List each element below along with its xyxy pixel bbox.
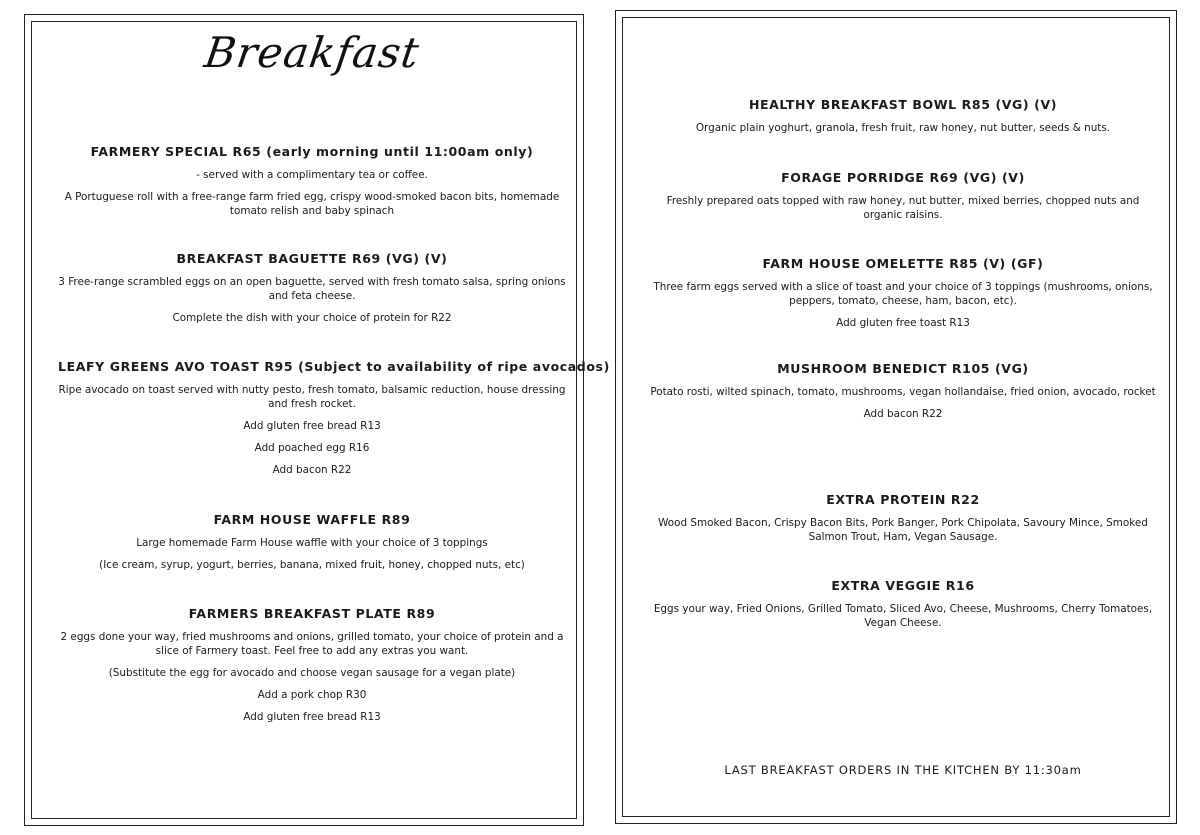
menu-item-description: A Portuguese roll with a free-range farm fried egg, crispy wood-smoked bacon bits, homemade tomato relish and baby spinach [64,191,560,217]
menu-item-addon: Add a pork chop R30 [257,689,367,701]
menu-section-mushroom-benedict [648,361,1158,429]
menu-item-description: Potato rosti, wilted spinach, tomato, mushrooms, vegan hollandaise, fried onion, avocado, rocket [650,386,1156,398]
menu-section-healthy-breakfast-bowl [648,97,1158,143]
menu-item-note: - served with a complimentary tea or coffee. [196,169,428,181]
menu-section-extra-veggie [648,578,1158,638]
menu-section-farm-house-waffle [58,512,566,580]
menu-item-description: Three farm eggs served with a slice of toast and your choice of 3 toppings (mushrooms, onions, peppers, tomato, cheese, ham, bacon, etc). [653,281,1153,307]
menu-item-heading: FARM HOUSE WAFFLE R89 [213,512,411,527]
menu-item-note: (Ice cream, syrup, yogurt, berries, banana, mixed fruit, honey, chopped nuts, etc) [99,559,525,571]
menu-item-description: Large homemade Farm House waffle with your choice of 3 toppings [136,537,488,549]
menu-section-leafy-greens-avo-toast [58,359,610,485]
menu-item-heading: FARM HOUSE OMELETTE R85 (V) (GF) [762,256,1044,271]
menu-item-addon: Add bacon R22 [863,408,943,420]
last-orders-footer: LAST BREAKFAST ORDERS IN THE KITCHEN BY 11:30am [724,763,1082,777]
menu-item-description: Ripe avocado on toast served with nutty pesto, fresh tomato, balsamic reduction, house dressing and fresh rocket. [58,384,566,410]
menu-item-description: 3 Free-range scrambled eggs on an open baguette, served with fresh tomato salsa, spring onions and feta cheese. [58,276,566,302]
menu-item-addon: Add gluten free bread R13 [243,420,381,432]
menu-section-extra-protein [648,492,1158,552]
menu-item-heading: FORAGE PORRIDGE R69 (VG) (V) [781,170,1025,185]
menu-section-breakfast-baguette [58,251,566,333]
menu-section-farm-house-omelette [648,256,1158,338]
menu-item-heading: FARMERY SPECIAL R65 (early morning until 11:00am only) [90,144,534,159]
menu-item-addon: Add bacon R22 [272,464,352,476]
menu-section-farmery-special [58,144,566,226]
menu-item-description: Eggs your way, Fried Onions, Grilled Tomato, Sliced Avo, Cheese, Mushrooms, Cherry Tomatoes, Vegan Cheese. [653,603,1153,629]
menu-item-heading: BREAKFAST BAGUETTE R69 (VG) (V) [176,251,448,266]
menu-item-description: Organic plain yoghurt, granola, fresh fruit, raw honey, nut butter, seeds & nuts. [695,122,1111,134]
menu-item-addon: Complete the dish with your choice of protein for R22 [172,312,452,324]
page-title: Breakfast [201,28,423,77]
menu-item-heading: LEAFY GREENS AVO TOAST R95 (Subject to availability of ripe avocados) [58,359,610,374]
menu-section-farmers-breakfast-plate [58,606,566,732]
menu-item-heading: MUSHROOM BENEDICT R105 (VG) [777,361,1029,376]
menu-item-addon: Add gluten free bread R13 [243,711,381,723]
menu-item-heading: HEALTHY BREAKFAST BOWL R85 (VG) (V) [748,97,1058,112]
menu-item-note: (Substitute the egg for avocado and choose vegan sausage for a vegan plate) [108,667,516,679]
menu-item-addon: Add poached egg R16 [254,442,370,454]
menu-item-description: Wood Smoked Bacon, Crispy Bacon Bits, Pork Banger, Pork Chipolata, Savoury Mince, Smoked Salmon Trout, Ham, Vegan Sausage. [658,517,1148,543]
menu-item-addon: Add gluten free toast R13 [836,317,970,329]
menu-section-forage-porridge [648,170,1158,230]
menu-item-description: 2 eggs done your way, fried mushrooms and onions, grilled tomato, your choice of protein and a slice of Farmery toast. Feel free to add any extras you want. [60,631,564,657]
menu-item-heading: EXTRA VEGGIE R16 [831,578,975,593]
menu-item-heading: FARMERS BREAKFAST PLATE R89 [188,606,436,621]
menu-item-description: Freshly prepared oats topped with raw honey, nut butter, mixed berries, chopped nuts and organic raisins. [666,195,1140,221]
menu-item-heading: EXTRA PROTEIN R22 [826,492,980,507]
